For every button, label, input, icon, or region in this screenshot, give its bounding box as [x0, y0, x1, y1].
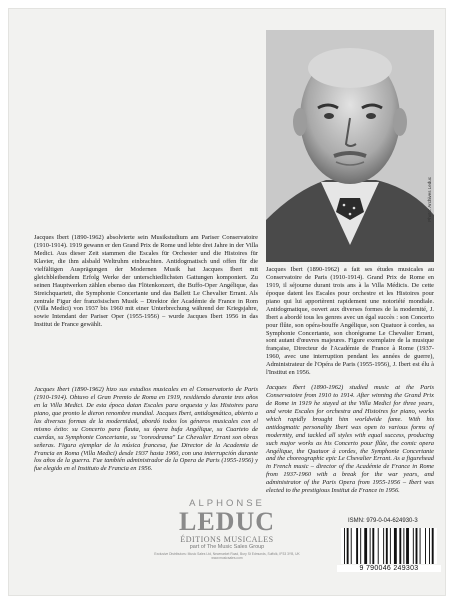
- barcode-bar: [425, 528, 426, 564]
- biography-spanish: [34, 386, 258, 473]
- biography-french: [266, 266, 434, 377]
- publisher-top-line: ALPHONSE: [189, 498, 265, 509]
- barcode-bar: [429, 528, 430, 564]
- barcode: [341, 528, 437, 564]
- ismn-label: ISMN: 979-0-04-624930-3: [348, 518, 418, 524]
- barcode-bar: [383, 528, 384, 564]
- barcode-bar: [394, 528, 397, 564]
- barcode-bar: [364, 528, 367, 564]
- barcode-bar: [406, 528, 409, 564]
- biography-german-text: Jacques Ibert (1890-1962) absolvierte sein Musikstudium am Pariser Conservatoire (1910-1914). 1919 gewann er den Grand Prix de Rome und lebte drei Jahre in der Villa Medici. Aus dieser Zeit stammen die Escales für Orchester und die Histoires für Klavier, die ihm alsbald Weltruhm einbrachten. Antidogmatisch und offen für die vielfältigen Ausprägungen der Modernen Musik hat Jacques Ibert mit gleichbleibendem Erfolg Werke der unterschiedlichsten Gattungen komponiert. Zu seinen Hauptwerken zählen ebenso das Flötenkonzert, die Buffo-Oper Angélique, das Streichquartett, die Symphonie Concertante und das Ballett Le Chevalier Errant. Als zentrale Figur der französischen Musik – Direktor der Académie de France in Rom (Villa Medici) von 1937 bis 1960 mit einer Unterbrechung während der Kriegsjahre, sowie Intendant der Pariser Oper (1955-1956) – wurde Jacques Ibert 1956 in das Institut de France gewählt.: [34, 234, 258, 329]
- publisher-logo: [150, 498, 304, 560]
- barcode-bar: [420, 528, 421, 564]
- barcode-bar: [372, 528, 374, 564]
- barcode-bar: [432, 528, 434, 564]
- publisher-address: Exclusive Distributors: Music Sales Ltd, Newmarket Road, Bury St Edmunds, Suffolk, IP33 3YB, UK: [154, 552, 300, 556]
- barcode-bar: [378, 528, 379, 564]
- publisher-group: part of The Music Sales Group: [189, 544, 265, 550]
- biography-spanish-text: Jacques Ibert (1890-1962) hizo sus estudios musicales en el Conservatorio de Paris (1910-1914). Obtuvo el Gran Premio de Roma en 1919, residiendo durante tres años en la Villa Medici. De esta época datan Escales para orquesta y las Histoires para piano, que pronto le dieron renombre mundial. Jacques Ibert, antidogmático, abierto a las diversas formas de la modernidad, abordó todos los géneros musicales con el mismo éxito: su Concerto para flauta, su ópera bufa Angélique, su Cuarteto de cuerdas, su Symphonie Concertante, su "coreodrama" Le Chevalier Errant son obras señeras. Figura ejemplar de la música francesa, fue Director de la Academia de Francia en Roma (Villa Medici) desde 1937 hasta 1960, con una interrupción durante los años de la guerra. Fue también administrador de la Opera de Paris (1955-1956) y fue elegido en el Instituto de Francia en 1956.: [34, 386, 258, 473]
- biography-german: [34, 234, 258, 329]
- barcode-number: 9 790046 249303: [337, 565, 441, 572]
- barcode-bar: [360, 528, 361, 564]
- barcode-bar: [356, 528, 358, 564]
- portrait-illustration: [266, 30, 434, 262]
- barcode-bar: [413, 528, 414, 564]
- barcode-bar: [403, 528, 404, 564]
- biography-english-text: Jacques Ibert (1890-1962) studied music at the Paris Conservatoire from 1910 to 1914. After winning the Grand Prix de Rome in 1919 he stayed at the Villa Medici for three years, and wrote Escales for orchestra and Histoires for piano, works which rapidly brought him worldwide fame. With his antidogmatic personality Ibert was open to various forms of modernity, and tackled all styles with equal success, producing such major works as his Concerto pour flûte, the comic opera Angélique, the Quatuor à cordes, the Symphonie Concertante and the choreographic epic Le Chevalier Errant. As a figurehead in French music – director of the Académie de France in Rome from 1937-1960 with a break for the war years, and administrator of the Paris Opera from 1955-1956 – Ibert was elected to the prestigious Institut de France in 1956.: [266, 384, 434, 495]
- publisher-name: LEDUC: [178, 507, 275, 536]
- barcode-bar: [370, 528, 371, 564]
- biography-english: [266, 384, 434, 495]
- barcode-bar: [344, 528, 345, 564]
- barcode-bar: [347, 528, 349, 564]
- publisher-subtitle: ÉDITIONS MUSICALES: [180, 535, 274, 544]
- publisher-url: www.musicsales.com: [211, 556, 243, 560]
- barcode-bar: [351, 528, 352, 564]
- barcode-bar: [390, 528, 391, 564]
- biography-french-text: Jacques Ibert (1890-1962) a fait ses études musicales au Conservatoire de Paris (1910-1914). Grand Prix de Rome en 1919, il séjourne durant trois ans à la Villa Médicis. De cette époque datent les Escales pour orchestre et les Histoires pour piano qui lui apportèrent rapidement une notoriété mondiale. Antidogmatique, ouvert aux diverses formes de la modernité, J. Ibert a abordé tous les genres avec un égal succès : son Concerto pour flûte, son opéra-bouffe Angélique, son Quatuor à cordes, sa Symphonie Concertante, son chorégrame Le Chevalier Errant, sont autant d'œuvres majeures. Figure exemplaire de la musique française, Directeur de l'Académie de France à Rome (1937-1960, avec une interruption pendant les années de guerre), Administrateur de l'Opéra de Paris (1955-1956), J. Ibert est élu à l'Institut en 1956.: [266, 266, 434, 377]
- barcode-bar: [399, 528, 401, 564]
- photo-credit: Photo: Archives Leduc: [427, 177, 432, 222]
- barcode-bar: [416, 528, 418, 564]
- barcode-bar: [386, 528, 388, 564]
- portrait-photo: [266, 30, 434, 262]
